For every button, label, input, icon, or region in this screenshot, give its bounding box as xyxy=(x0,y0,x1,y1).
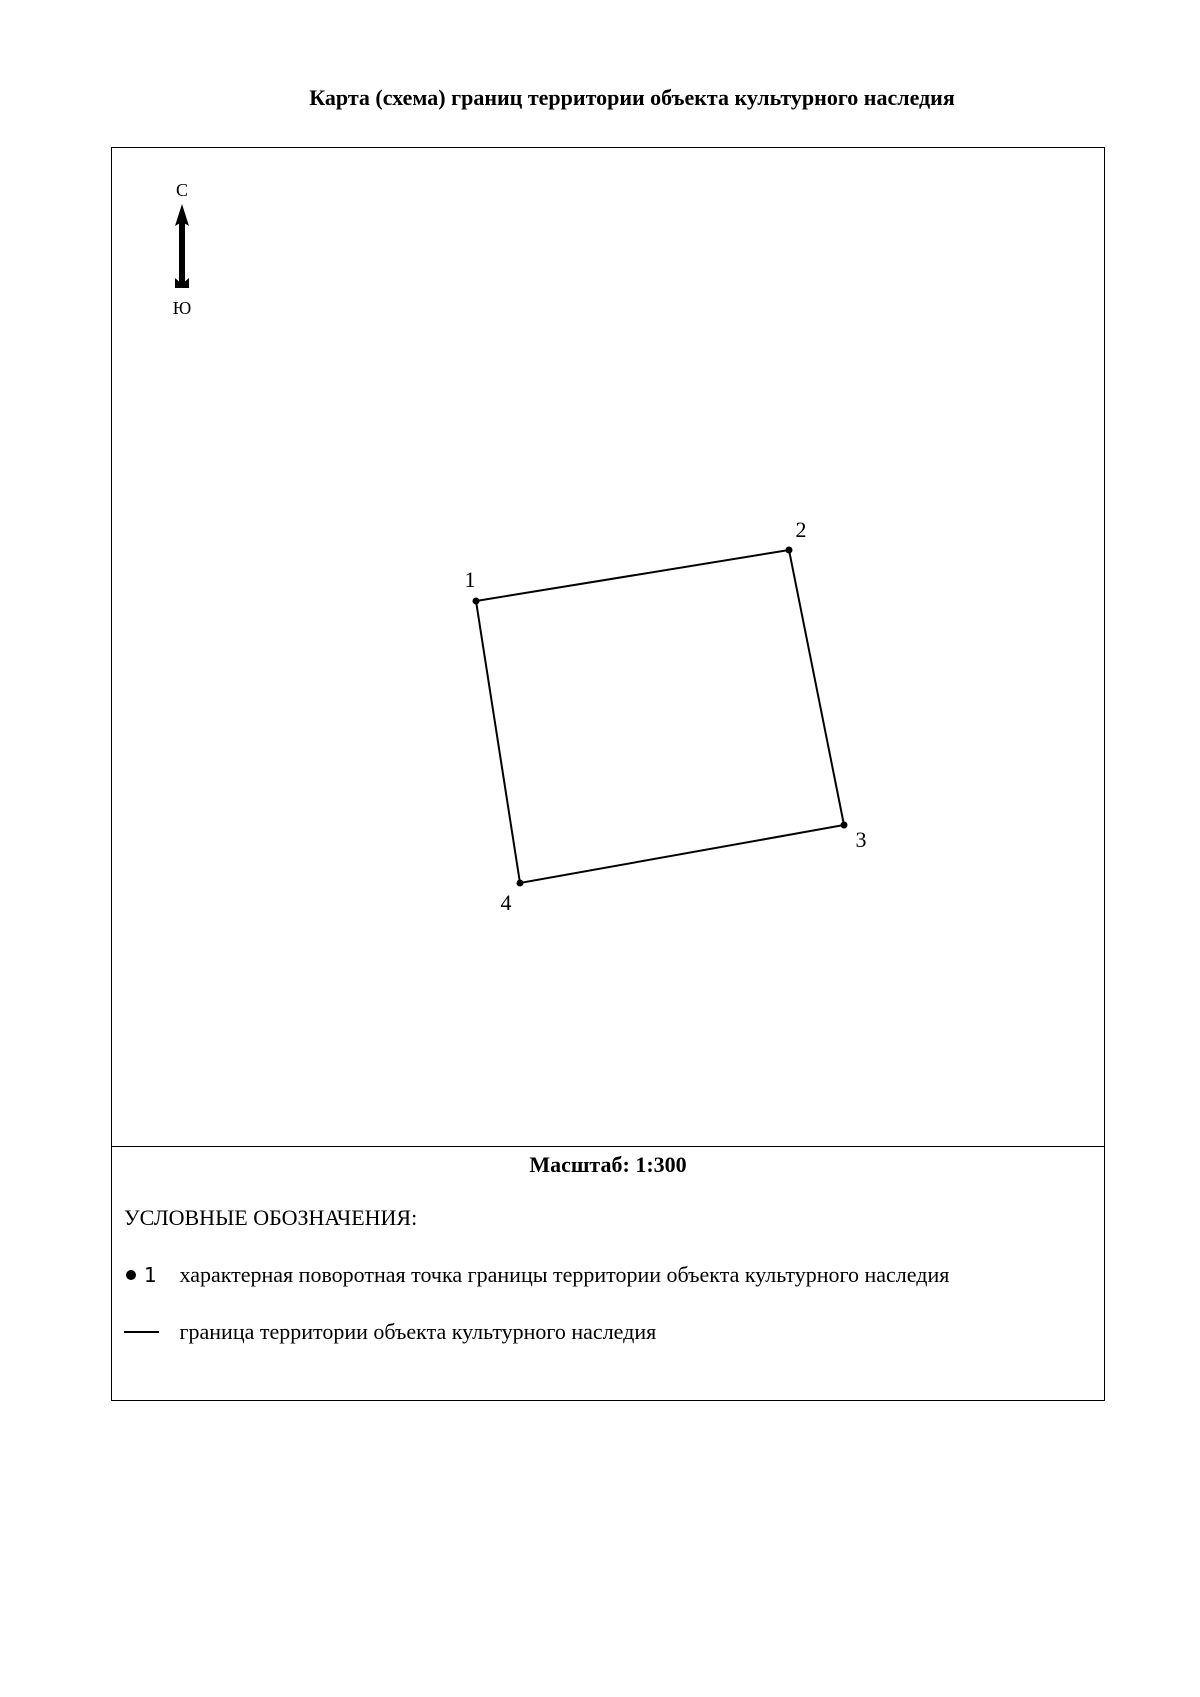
south-label: Ю xyxy=(172,298,192,318)
north-label: С xyxy=(175,180,189,200)
legend-item-point xyxy=(124,1258,949,1290)
boundary-point-3 xyxy=(841,822,848,829)
map-frame xyxy=(111,147,1105,1401)
boundary-point-label-1: 1 xyxy=(464,567,476,592)
boundary-point-label-3: 3 xyxy=(855,827,867,852)
page-title: Карта (схема) границ территории объекта культурного наследия xyxy=(309,85,955,110)
scale-label: Масштаб: 1:300 xyxy=(529,1152,687,1177)
legend-title: УСЛОВНЫЕ ОБОЗНАЧЕНИЯ: xyxy=(124,1205,418,1230)
legend-point-number: 1 xyxy=(144,1262,157,1287)
legend-point-symbol xyxy=(124,1260,174,1290)
boundary-point-label-2: 2 xyxy=(795,517,807,542)
legend-item-line xyxy=(124,1315,656,1347)
boundary-point-4 xyxy=(517,880,524,887)
map-area xyxy=(112,148,1104,1147)
legend-line-text: граница территории объекта культурного наследия xyxy=(179,1318,657,1344)
legend-line-symbol xyxy=(124,1317,174,1347)
boundary-point-label-4: 4 xyxy=(500,890,512,915)
boundary-map xyxy=(112,148,1104,1146)
boundary-point-2 xyxy=(786,547,793,554)
boundary-line-icon xyxy=(124,1331,159,1333)
boundary-polygon xyxy=(476,550,844,883)
point-marker-icon xyxy=(126,1270,136,1280)
legend-point-text: характерная поворотная точка границы территории объекта культурного наследия xyxy=(179,1261,950,1287)
boundary-point-1 xyxy=(473,598,480,605)
